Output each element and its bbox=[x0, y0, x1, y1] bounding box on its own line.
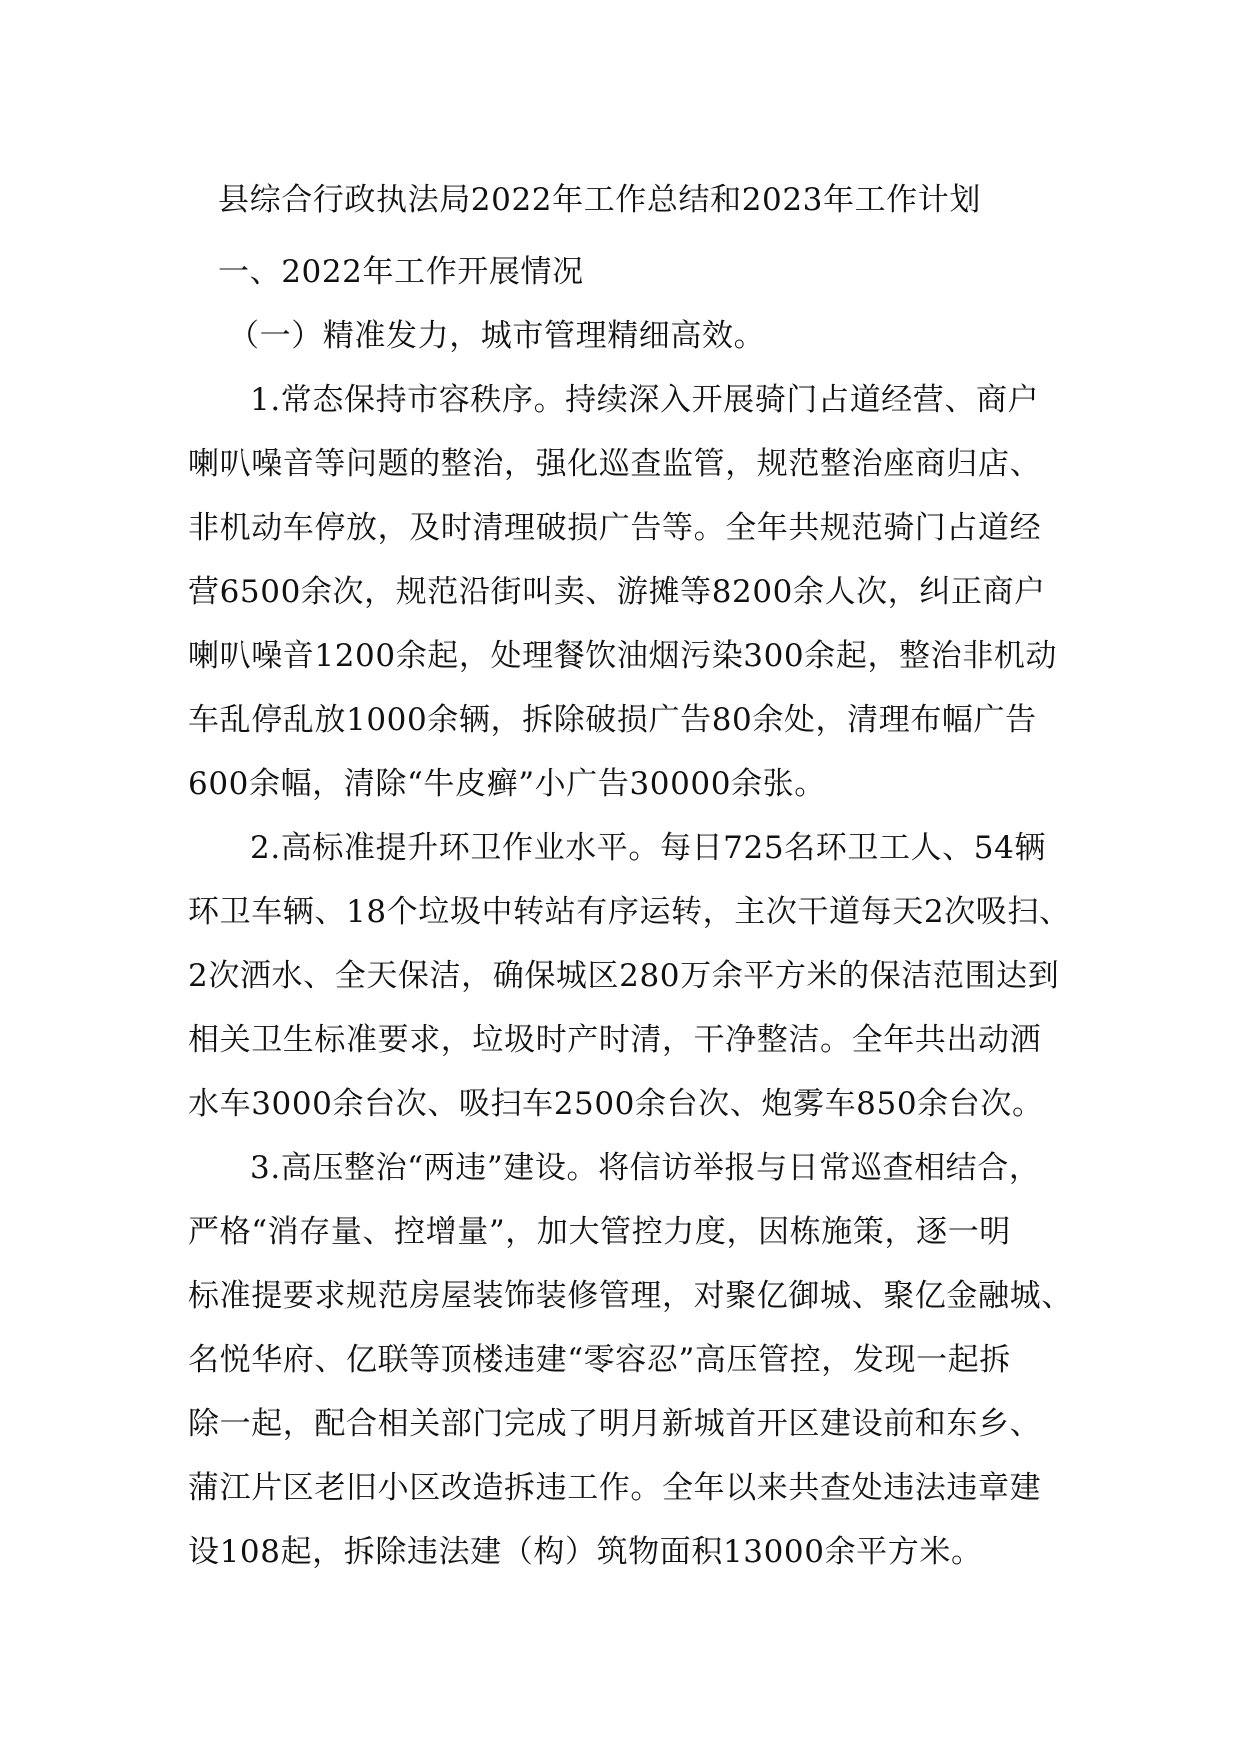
paragraph-line: 严格“消存量、控增量”，加大管控力度，因栋施策，逐一明 bbox=[188, 1214, 1011, 1250]
paragraph-line: 蒲江片区老旧小区改造拆违工作。全年以来共查处违法违章建 bbox=[188, 1470, 1042, 1506]
paragraph-line: 非机动车停放，及时清理破损广告等。全年共规范骑门占道经 bbox=[188, 510, 1042, 546]
paragraph-3 bbox=[188, 1136, 1073, 1584]
paragraph-line: 除一起，配合相关部门完成了明月新城首开区建设前和东乡、 bbox=[188, 1406, 1042, 1442]
paragraph-line: 600余幅，清除“牛皮癣”小广告30000余张。 bbox=[188, 766, 826, 802]
paragraph-line: 2次洒水、全天保洁，确保城区280万余平方米的保洁范围达到 bbox=[188, 958, 1060, 994]
paragraph-1 bbox=[188, 368, 1068, 816]
document-body bbox=[188, 170, 1073, 1584]
subsection-heading: （一）精准发力，城市管理精细高效。 bbox=[228, 318, 766, 354]
paragraph-line: 营6500余次，规范沿街叫卖、游摊等8200余人次，纠正商户 bbox=[188, 574, 1046, 610]
paragraph-line: 车乱停乱放1000余辆，拆除破损广告80余处，清理布幅广告 bbox=[188, 702, 1037, 738]
paragraph-line: 相关卫生标准要求，垃圾时产时清，干净整洁。全年共出动洒 bbox=[188, 1022, 1042, 1058]
paragraph-line: 3.高压整治“两违”建设。将信访举报与日常巡查相结合， bbox=[250, 1150, 1041, 1186]
paragraph-line: 喇叭噪音1200余起，处理餐饮油烟污染300余起，整治非机动 bbox=[188, 638, 1058, 674]
paragraph-line: 标准提要求规范房屋装饰装修管理，对聚亿御城、聚亿金融城、 bbox=[188, 1278, 1073, 1314]
document-title: 县综合行政执法局2022年工作总结和2023年工作计划 bbox=[218, 182, 981, 218]
paragraph-line: 1.常态保持市容秩序。持续深入开展骑门占道经营、商户 bbox=[250, 382, 1040, 418]
paragraph-2 bbox=[188, 816, 1071, 1136]
paragraph-line: 名悦华府、亿联等顶楼违建“零容忍”高压管控，发现一起拆 bbox=[188, 1342, 1011, 1378]
paragraph-line: 2.高标准提升环卫作业水平。每日725名环卫工人、54辆 bbox=[250, 830, 1046, 866]
paragraph-line: 喇叭噪音等问题的整治，强化巡查监管，规范整治座商归店、 bbox=[188, 446, 1042, 482]
paragraph-line: 设108起，拆除违法建（构）筑物面积13000余平方米。 bbox=[188, 1534, 983, 1570]
paragraph-line: 环卫车辆、18个垃圾中转站有序运转，主次干道每天2次吸扫、 bbox=[188, 894, 1071, 930]
section-heading: 一、2022年工作开展情况 bbox=[218, 254, 584, 290]
paragraph-line: 水车3000余台次、吸扫车2500余台次、炮雾车850余台次。 bbox=[188, 1086, 1044, 1122]
